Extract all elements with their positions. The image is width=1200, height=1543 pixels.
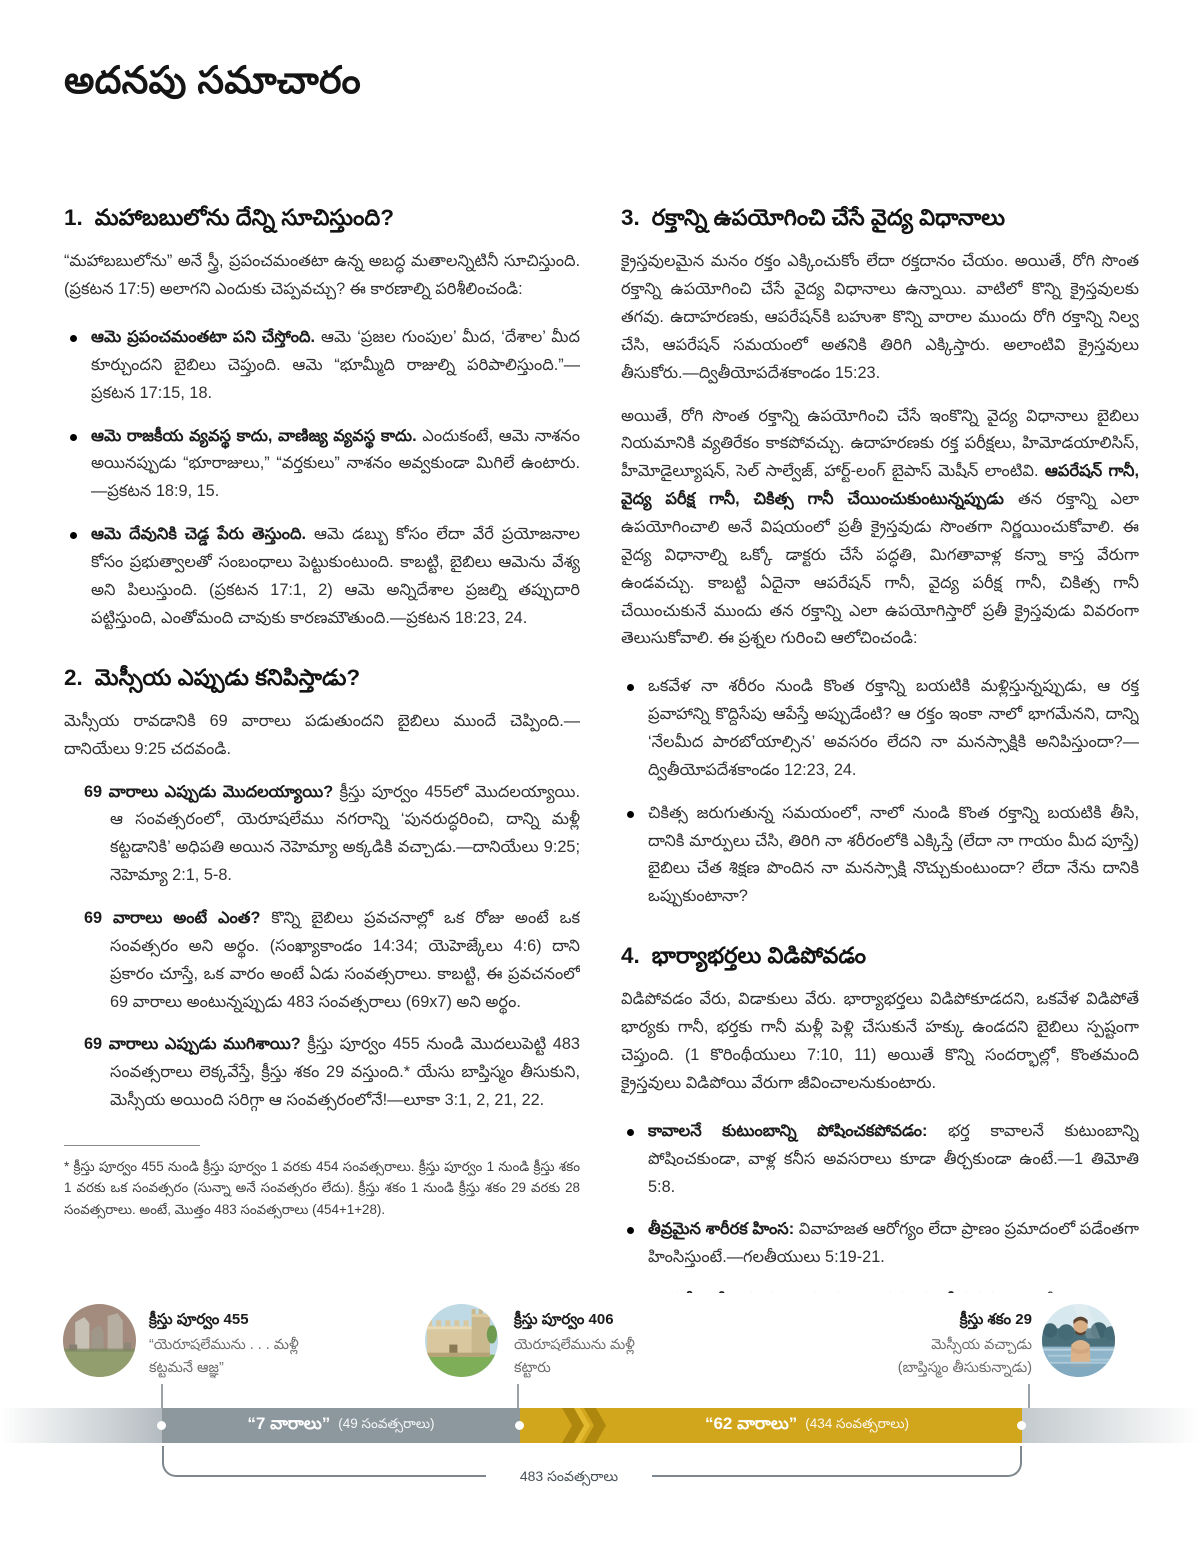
- footnote-text: * క్రీస్తు పూర్వం 455 నుండి క్రీస్తు పూర్వం 1 వరకు 454 సంవత్సరాలు. క్రీస్తు పూర్వం 1 నుండి క్రీస్తు శకం 1 వరకు ఒక సంవత్సరం (సున్నా అనే సంవత్సరం లేదు). క్రీస్తు శకం 1 నుండి క్రీస్తు శకం 29 వరకు 28 సంవత్సరాలు. అంటే, మొత్తం 483 సంవత్సరాలు (454+1+28).: [64, 1158, 580, 1217]
- section-1-heading: [64, 203, 580, 232]
- section-3-para1: క్రైస్తవులమైన మనం రక్తం ఎక్కించుకోం లేదా రక్తదానం చేయం. అయితే, రోగి సొంత రక్తాన్ని ఉపయోగించి చేసే వైద్య విధానాలు ఉన్నాయి. వాటిలో కొన్ని క్రైస్తవులకు తగవు. ఉదాహరణకు, ఆపరేషన్‌కి బహుశా కొన్ని వారాల ముందు రోగి రక్తాన్ని నిల్వ చేసి, ఆపరేషన్ సమయంలో అతనికి తిరిగి ఎక్కిస్తారు. అలాంటివి క్రైస్తవులు తీసుకోరు.—ద్వితీయోపదేశకాండం 15:23.: [621, 252, 1139, 382]
- section-4-title: భార్యాభర్తలు విడిపోవడం: [651, 943, 867, 969]
- section-4-intro: విడిపోవడం వేరు, విడాకులు వేరు. భార్యాభర్తలు విడిపోకూడదని, ఒకవేళ విడిపోతే భార్యకు గానీ, భర్తకు గానీ మళ్లీ పెళ్లి చేసుకునే హక్కు ఉండదని బైబిలు స్పష్టంగా చెప్తుంది. (1 కొరింథీయులు 7:10, 11) అయితే కొన్ని సందర్భాల్లో, కొంతమంది క్రైస్తవులు విడిపోయి వేరుగా జీవించాలనుకుంటారు.: [621, 990, 1139, 1092]
- timeline-caption-line: “యెరూషలేమును . . . మళ్లీ: [149, 1337, 299, 1354]
- section-3-number: 3.: [621, 205, 640, 230]
- timeline-break-icon: [556, 1408, 614, 1443]
- timeline-segment-7-weeks: [162, 1408, 520, 1443]
- timeline-bar: [0, 1408, 1200, 1443]
- segment-years-label: (49 సంవత్సరాలు): [338, 1416, 435, 1431]
- list-item: కావాలనే కుటుంబాన్ని పోషించకపోవడం: భర్త కావాలనే కుటుంబాన్ని పోషించకుండా, వాళ్ల కనీస అవసరాలు కూడా తీర్చకుండా ఉంటే.—1 తిమోతి 5:8.: [621, 1118, 1139, 1202]
- section-3-title: రక్తాన్ని ఉపయోగించి చేసే వైద్య విధానాలు: [651, 205, 1006, 230]
- timeline-caption-line: మెస్సీయ వచ్చాడు: [931, 1337, 1032, 1354]
- section-2-number: 2.: [64, 664, 83, 690]
- right-column: [621, 203, 1139, 1293]
- timeline-caption: [514, 1308, 754, 1379]
- timeline-image-jerusalem-ruins: [63, 1304, 136, 1377]
- segment-years-label: (434 సంవత్సరాలు): [805, 1416, 910, 1431]
- timeline-dot: [515, 1421, 524, 1430]
- section-2-intro: మెస్సీయ రావడానికి 69 వారాలు పడుతుందని బైబిలు ముందే చెప్పింది.—దానియేలు 9:25 చదవండి.: [64, 711, 580, 758]
- section-2-para: 69 వారాలు అంటే ఎంత? కొన్ని బైబిలు ప్రవచనాల్లో ఒక రోజు అంటే ఒక సంవత్సరం అని అర్థం. (సంఖ్యాకాండం 14:34; యెహెజ్కేలు 4:6) దాని ప్రకారం చూస్తే, ఒక వారం అంటే ఏడు సంవత్సరాలు. కాబట్టి, ఈ ప్రవచనంలో 69 వారాలు అంటున్నప్పుడు 483 సంవత్సరాలు (69x7) అని అర్థం.: [84, 908, 580, 1011]
- timeline-caption-line: కట్టారు: [514, 1359, 551, 1376]
- timeline-date: క్రీస్తు పూర్వం 455: [149, 1311, 249, 1328]
- timeline: [0, 1296, 1200, 1543]
- timeline-tick: [161, 1384, 163, 1408]
- bracket-right-line: [652, 1446, 1022, 1477]
- timeline-caption: [770, 1308, 1032, 1379]
- list-item: ఆమె దేవునికి చెడ్డ పేరు తెస్తుంది. ఆమె డబ్బు కోసం లేదా వేరే ప్రయోజనాల కోసం ప్రభుత్వాలతో సంబంధాలు పెట్టుకుంటుంది. కాబట్టి, బైబిలు ఆమెను వేశ్య అని పిలుస్తుంది. (ప్రకటన 17:1, 2) ఆమె అన్నిదేశాల ప్రజల్ని తప్పుదారి పట్టిస్తుంది, ఎంతోమంది చావుకు కారణమౌతుంది.—ప్రకటన 18:23, 24.: [64, 521, 580, 632]
- timeline-image-jerusalem-rebuilt-walls: [425, 1304, 498, 1377]
- timeline-dot: [1017, 1421, 1026, 1430]
- page-title: అదనపు సమాచారం: [64, 60, 361, 102]
- section-3-bullets: [621, 673, 1139, 911]
- left-column: [64, 203, 580, 1293]
- section-4-bullets: [621, 1118, 1139, 1293]
- timeline-date: క్రీస్తు శకం 29: [959, 1311, 1032, 1328]
- section-2-para: 69 వారాలు ఎప్పుడు మొదలయ్యాయి? క్రీస్తు పూర్వం 455లో మొదలయ్యాయి. ఆ సంవత్సరంలో, యెరూషలేము నగరాన్ని ‘పునరుద్ధరించి, దాన్ని మళ్లీ కట్టడానికి’ అధిపతి అయిన నెహెమ్యా అక్కడికి వచ్చాడు.—దానియేలు 9:25; నెహెమ్యా 2:1, 5-8.: [84, 782, 580, 885]
- jerusalem-walls-illustration: [425, 1304, 498, 1377]
- bracket-left-line: [162, 1446, 486, 1477]
- section-1-bullets: [64, 324, 580, 633]
- section-1-title: మహాబబులోను దేన్ని సూచిస్తుంది?: [94, 205, 395, 230]
- list-item: ఆమె రాజకీయ వ్యవస్థ కాదు, వాణిజ్య వ్యవస్థ కాదు. ఎందుకంటే, ఆమె నాశనం అయినప్పుడు “భూరాజులు,” “వర్తకులు” నాశనం అవ్వకుండా మిగిలే ఉంటారు.—ప్రకటన 18:9, 15.: [64, 423, 580, 507]
- segment-weeks-label: “7 వారాలు”: [247, 1413, 331, 1433]
- footnote-divider: [64, 1145, 200, 1146]
- list-item: ఒకవేళ నా శరీరం నుండి కొంత రక్తాన్ని బయటికి మళ్లిస్తున్నప్పుడు, ఆ రక్త ప్రవాహాన్ని కొద్దిసేపు ఆపేస్తే అప్పుడేంటి? ఆ రక్తం ఇంకా నాలో భాగమేనని, దాన్ని ‘నేలమీద పారబోయాల్సిన’ అవసరం లేదని నా మనస్సాక్షికి అనిపిస్తుందా?—ద్వితీయోపదేశకాండం 12:23, 24.: [621, 673, 1139, 784]
- section-4-heading: [621, 941, 1139, 970]
- segment-label: [162, 1408, 520, 1443]
- section-1-number: 1.: [64, 205, 83, 230]
- timeline-bar-fade-left: [0, 1408, 162, 1443]
- section-4-number: 4.: [621, 943, 640, 969]
- timeline-bar-fade-right: [1022, 1408, 1200, 1443]
- timeline-date: క్రీస్తు పూర్వం 406: [514, 1311, 614, 1328]
- timeline-total-bracket: [162, 1446, 1022, 1482]
- section-2-heading: [64, 663, 580, 692]
- section-2-title: మెస్సీయ ఎప్పుడు కనిపిస్తాడు?: [94, 664, 361, 690]
- section-1-intro: “మహాబబులోను” అనే స్త్రీ, ప్రపంచమంతటా ఉన్న అబద్ధ మతాలన్నిటినీ సూచిస్తుంది. (ప్రకటన 17:5) అలాగని ఎందుకు చెప్పవచ్చు? ఈ కారణాల్ని పరిశీలించండి:: [64, 252, 580, 299]
- timeline-dot: [157, 1421, 166, 1430]
- list-item: ఆమె ప్రపంచమంతటా పని చేస్తోంది. ఆమె ‘ప్రజల గుంపుల’ మీద, ‘దేశాల’ మీద కూర్చుందని బైబిలు చెప్తుంది. ఆమె “భూమ్మీది రాజుల్ని పరిపాలిస్తుంది.”—ప్రకటన 17:15, 18.: [64, 324, 580, 408]
- timeline-total-label: 483 సంవత్సరాలు: [519, 1468, 619, 1484]
- segment-weeks-label: “62 వారాలు”: [704, 1413, 798, 1433]
- list-item: [621, 1287, 1139, 1293]
- list-item: చికిత్స జరుగుతున్న సమయంలో, నాలో నుండి కొంత రక్తాన్ని బయటికి తీసి, దానికి మార్పులు చేసి, తిరిగి నా శరీరంలోకి ఎక్కిస్తే (లేదా నా గాయం మీద పూస్తే) బైబిలు చేత శిక్షణ పొందిన నా మనస్సాక్షి నొచ్చుకుంటుందా? లేదా నేను దానికి ఒప్పుకుంటానా?: [621, 800, 1139, 911]
- timeline-caption-line: కట్టమనే ఆజ్ఞ”: [149, 1359, 224, 1376]
- list-item: తీవ్రమైన శారీరక హింస: వివాహజత ఆరోగ్యం లేదా ప్రాణం ప్రమాదంలో పడేంతగా హింసిస్తుంటే.—గలతీయులు 5:19-21.: [621, 1216, 1139, 1272]
- timeline-tick: [517, 1384, 519, 1408]
- timeline-tick: [1028, 1384, 1030, 1408]
- section-3-heading: [621, 203, 1139, 232]
- timeline-caption-line: (బాప్తిస్మం తీసుకున్నాడు): [897, 1359, 1032, 1376]
- section-3-para2: అయితే, రోగి సొంత రక్తాన్ని ఉపయోగించి చేసే ఇంకొన్ని వైద్య విధానాలు బైబిలు నియమానికి వ్యతిరేకం కాకపోవచ్చు. ఉదాహరణకు రక్త పరీక్షలు, హిమోడయాలిసిస్, హీమోడైల్యూషన్, సెల్ సాల్వేజ్, హార్ట్-లంగ్ బైపాస్ మెషీన్ లాంటివి. ఆపరేషన్ గానీ, వైద్య పరీక్ష గానీ, చికిత్స గానీ చేయించుకుంటున్నప్పుడు తన రక్తాన్ని ఎలా ఉపయోగించాలి అనే విషయంలో ప్రతీ క్రైస్తవుడు సొంతగా నిర్ణయించుకోవాలి. ఈ వైద్య విధానాల్ని ఒక్కో డాక్టరు చేసే పద్ధతి, మిగతావాళ్ల కన్నా కాస్త వేరుగా ఉండవచ్చు. కాబట్టి ఏదైనా ఆపరేషన్ గానీ, వైద్య పరీక్ష గానీ, చికిత్స గానీ చేయించుకునే ముందు తన రక్తాన్ని ఎలా ఉపయోగిస్తారో ప్రతీ క్రైస్తవుడు వివరంగా తెలుసుకోవాలి. ఈ ప్రశ్నల గురించి ఆలోచించండి:: [621, 406, 1139, 648]
- jesus-baptism-illustration: [1042, 1304, 1115, 1377]
- jerusalem-ruins-illustration: [63, 1304, 136, 1377]
- section-2-para: 69 వారాలు ఎప్పుడు ముగిశాయి? క్రీస్తు పూర్వం 455 నుండి మొదలుపెట్టి 483 సంవత్సరాలు లెక్కవేస్తే, క్రీస్తు శకం 29 వస్తుంది.* యేసు బాప్తిస్మం తీసుకుని, మెస్సీయ అయింది సరిగ్గా ఆ సంవత్సరంలోనే!—లూకా 3:1, 2, 21, 22.: [84, 1035, 580, 1110]
- timeline-image-jesus-baptism: [1042, 1304, 1115, 1377]
- timeline-caption: [149, 1308, 389, 1379]
- timeline-caption-line: యెరూషలేమును మళ్లీ: [514, 1337, 635, 1354]
